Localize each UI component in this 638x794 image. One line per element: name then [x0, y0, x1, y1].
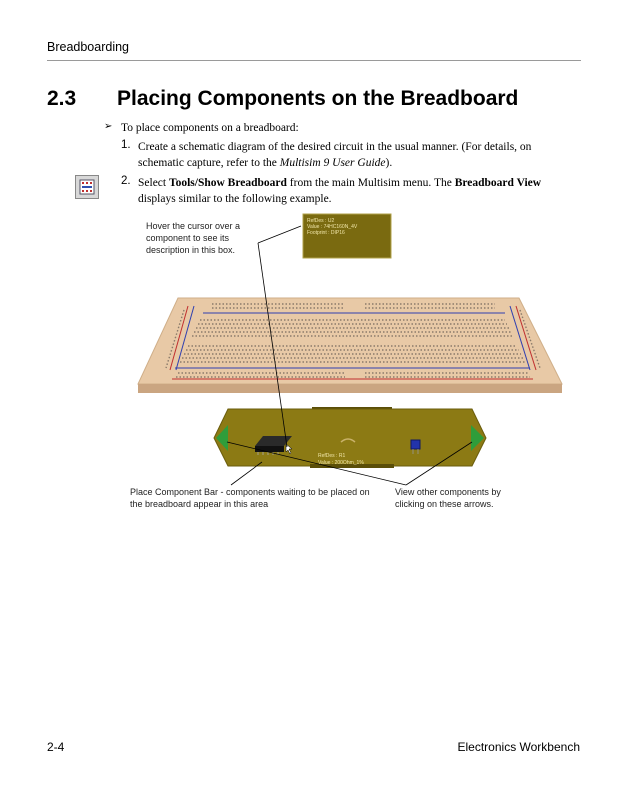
step-1-number: 1. [121, 139, 131, 151]
place-component-bar [214, 407, 486, 468]
step-1-text: Create a schematic diagram of the desired circuit in the usual manner. (For details, on schematic capture, refer to the Multisim 9 User Guide). [138, 141, 532, 169]
header-rule [47, 60, 581, 61]
callout-arrows: View other components by clicking on these arrows. [395, 487, 501, 509]
footer-publisher: Electronics Workbench [457, 740, 580, 754]
step-2-text: Select Tools/Show Breadboard from the main Multisim menu. The Breadboard View displays similar to the following example. [138, 177, 542, 205]
footer-page-number: 2-4 [47, 740, 65, 754]
callout-component-bar: Place Component Bar - components waiting to be placed on the breadboard appear in this area [130, 487, 370, 509]
bullet-text: To place components on a breadboard: [121, 122, 299, 134]
show-breadboard-icon [75, 175, 99, 199]
component-info-box [303, 214, 391, 258]
breadboard [138, 298, 562, 393]
svg-text:RefDes : U2: RefDes : U2 [307, 218, 335, 224]
svg-text:RefDes : R1: RefDes : R1 [318, 453, 346, 459]
header-title: Breadboarding [47, 40, 130, 54]
svg-text:Value : 200Ohm_1%: Value : 200Ohm_1% [318, 460, 364, 466]
section-title: Placing Components on the Breadboard [117, 87, 519, 110]
callout-hover-description: Hover the cursor over a component to see its description in this box. [146, 221, 241, 255]
svg-text:Value : 74HC160N_4V: Value : 74HC160N_4V [307, 224, 358, 230]
bullet-arrow-icon: ➢ [104, 121, 113, 132]
svg-text:Footprint : DIP16: Footprint : DIP16 [307, 230, 345, 236]
section-number: 2.3 [47, 87, 77, 110]
step-2-number: 2. [121, 175, 131, 187]
